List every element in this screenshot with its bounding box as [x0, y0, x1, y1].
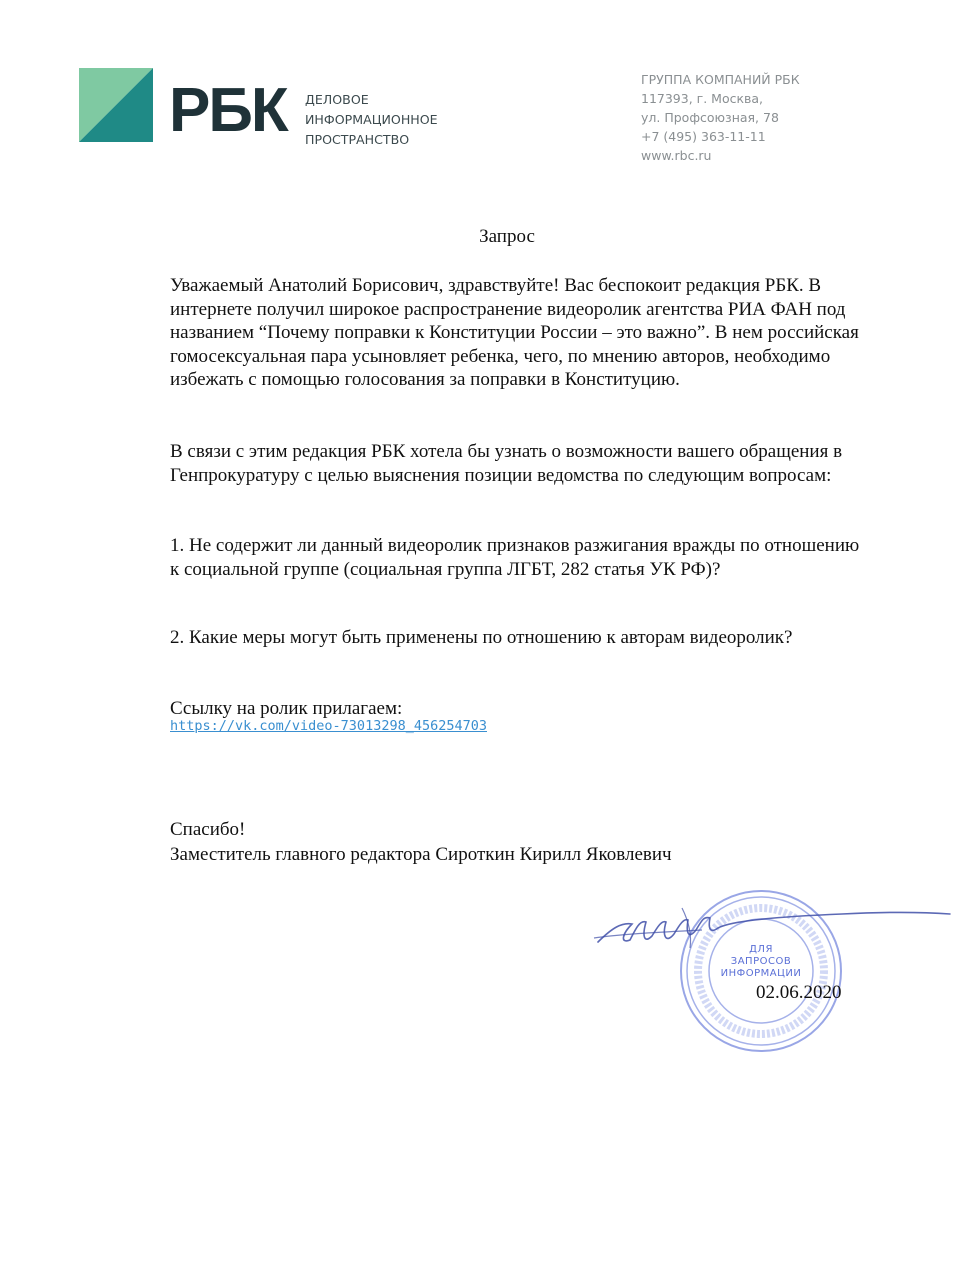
question-2: 2. Какие меры могут быть применены по отношению к авторам видеоролик? — [170, 627, 793, 648]
paragraph-request: В связи с этим редакция РБК хотела бы узнать о возможности вашего обращения в Генпрокуратуру с целью выяснения позиции ведомства по следующим вопросам: — [170, 441, 843, 486]
stamp-line: ДЛЯ — [749, 944, 773, 955]
rbc-logo — [79, 68, 459, 148]
tagline-line: ПРОСТРАНСТВО — [305, 132, 410, 147]
phone: +7 (495) 363-11-11 — [641, 129, 766, 144]
stamp-line: ИНФОРМАЦИИ — [720, 968, 802, 979]
rbc-logo-word: РБК — [169, 76, 287, 145]
website: www.rbc.ru — [641, 148, 712, 163]
rbc-tagline — [305, 90, 438, 150]
letter-date: 02.06.2020 — [756, 982, 842, 1003]
signer-name: Заместитель главного редактора Сироткин Кирилл Яковлевич — [170, 844, 672, 865]
rbc-logo-mark — [79, 68, 153, 142]
address-line: 117393, г. Москва, — [641, 91, 764, 106]
address-line: ул. Профсоюзная, 78 — [641, 110, 779, 125]
link-label: Ссылку на ролик прилагаем: — [170, 698, 403, 719]
video-link[interactable]: https://vk.com/video-73013298_456254703 — [170, 718, 487, 734]
tagline-line: ИНФОРМАЦИОННОЕ — [305, 112, 438, 127]
tagline-line: ДЕЛОВОЕ — [305, 92, 369, 107]
thanks-text: Спасибо! — [170, 819, 246, 840]
stamp-line: ЗАПРОСОВ — [730, 956, 792, 967]
handwritten-signature — [592, 898, 952, 958]
company-contacts — [641, 70, 800, 165]
question-1: 1. Не содержит ли данный видеоролик признаков разжигания вражды по отношению к социальной группе (социальная группа ЛГБТ, 282 статья УК РФ)? — [170, 535, 860, 580]
paragraph-intro: Уважаемый Анатолий Борисович, здравствуйте! Вас беспокоит редакция РБК. В интернете получил широкое распространение видеоролик агентства РИА ФАН под названием “Почему поправки к Конституции России – это важно”. В нем российская гомосексуальная пара усыновляет ребенка, чего, по мнению авторов, необходимо избежать с помощью голосования за поправки в Конституцию. — [170, 275, 859, 390]
company-name: ГРУППА КОМПАНИЙ РБК — [641, 72, 800, 87]
letter-title: Запрос — [479, 226, 535, 247]
